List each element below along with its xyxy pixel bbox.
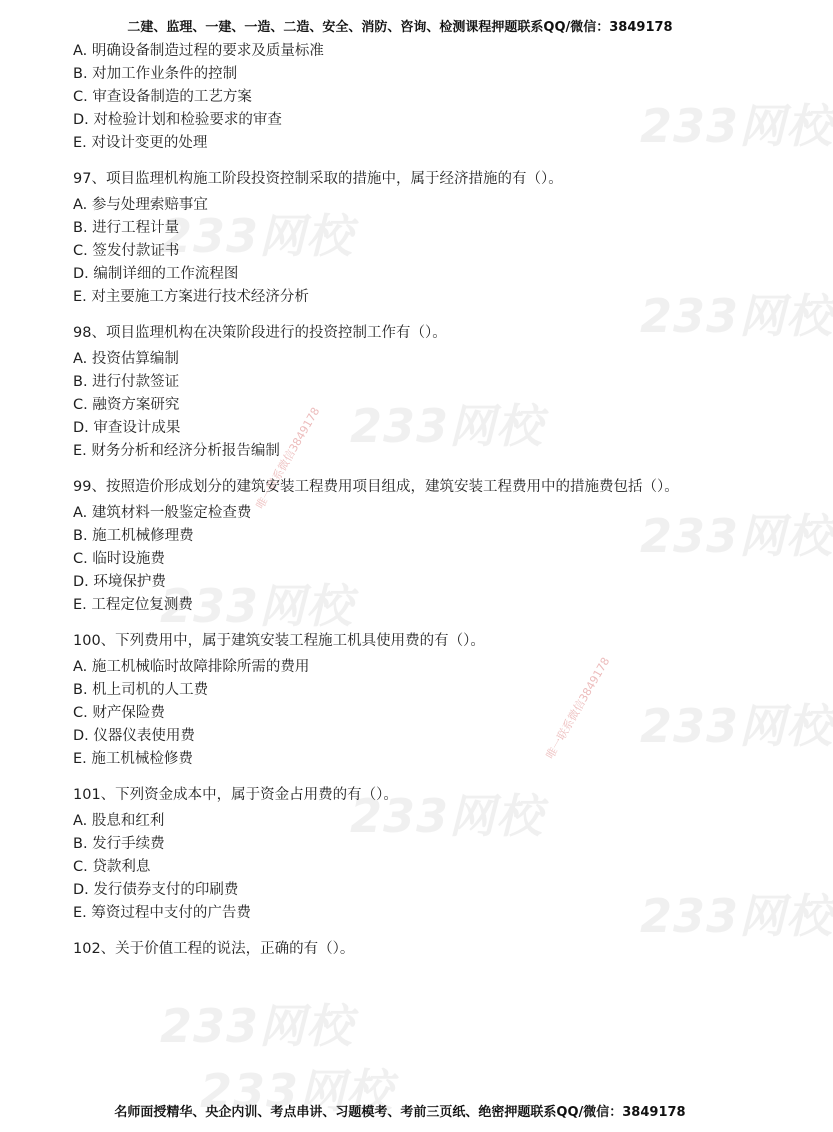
document-body [73, 40, 733, 974]
watermark-logo: 233网校 [350, 399, 544, 453]
option-c: C. 临时设施费 [73, 551, 165, 567]
option-e: E. 工程定位复测费 [73, 597, 193, 613]
option-e: E. 筹资过程中支付的广告费 [73, 905, 251, 921]
option-e: E. 对设计变更的处理 [73, 135, 208, 151]
watermark-logo: 233网校 [640, 99, 833, 153]
question-100 [73, 631, 733, 771]
question-text: 102、关于价值工程的说法，正确的有（）。 [73, 941, 355, 957]
option-d: D. 环境保护费 [73, 574, 166, 590]
option-c: C. 签发付款证书 [73, 243, 180, 259]
question-text: 101、下列资金成本中，属于资金占用费的有（）。 [73, 787, 398, 803]
option-d: D. 审查设计成果 [73, 420, 181, 436]
option-a: A. 施工机械临时故障排除所需的费用 [73, 659, 310, 675]
question-98 [73, 323, 733, 463]
option-a: A. 明确设备制造过程的要求及质量标准 [73, 43, 324, 59]
option-d: D. 对检验计划和检验要求的审查 [73, 112, 282, 128]
option-b: B. 进行付款签证 [73, 374, 180, 390]
question-text: 98、项目监理机构在决策阶段进行的投资控制工作有（）。 [73, 325, 447, 341]
option-a: A. 投资估算编制 [73, 351, 179, 367]
question-text: 97、项目监理机构施工阶段投资控制采取的措施中，属于经济措施的有（）。 [73, 171, 563, 187]
option-d: D. 编制详细的工作流程图 [73, 266, 239, 282]
option-b: B. 对加工作业条件的控制 [73, 66, 238, 82]
option-c: C. 融资方案研究 [73, 397, 180, 413]
question-101 [73, 785, 733, 925]
watermark-contact: 唯一联系微信3849178 [253, 405, 323, 512]
watermark-logo: 233网校 [350, 789, 544, 843]
option-e: E. 施工机械检修费 [73, 751, 193, 767]
option-a: A. 建筑材料一般鉴定检查费 [73, 505, 252, 521]
option-b: B. 机上司机的人工费 [73, 682, 209, 698]
option-a: A. 股息和红利 [73, 813, 165, 829]
option-a: A. 参与处理索赔事宜 [73, 197, 208, 213]
option-e: E. 财务分析和经济分析报告编制 [73, 443, 280, 459]
watermark-contact: 唯一联系微信3849178 [543, 655, 613, 762]
option-c: C. 贷款利息 [73, 859, 151, 875]
watermark-logo: 233网校 [640, 289, 833, 343]
watermark-logo: 233网校 [640, 699, 833, 753]
option-b: B. 施工机械修理费 [73, 528, 194, 544]
question-text: 100、下列费用中，属于建筑安装工程施工机具使用费的有（）。 [73, 633, 485, 649]
watermark-logo: 233网校 [640, 509, 833, 563]
page-footer: 名师面授精华、央企内训、考点串讲、习题模考、考前三页纸、绝密押题联系QQ/微信：3849178 [114, 1105, 686, 1120]
option-b: B. 进行工程计量 [73, 220, 180, 236]
page-header: 二建、监理、一建、一造、二造、安全、消防、咨询、检测课程押题联系QQ/微信：3849178 [127, 20, 673, 35]
option-d: D. 发行债券支付的印刷费 [73, 882, 239, 898]
previous-question-options [73, 40, 733, 155]
watermark-logo: 233网校 [160, 209, 354, 263]
question-99 [73, 477, 733, 617]
watermark-logo: 233网校 [160, 579, 354, 633]
question-97 [73, 169, 733, 309]
watermark-logo: 233网校 [640, 889, 833, 943]
option-b: B. 发行手续费 [73, 836, 165, 852]
watermark-logo: 233网校 [160, 999, 354, 1053]
question-102 [73, 939, 733, 960]
option-e: E. 对主要施工方案进行技术经济分析 [73, 289, 309, 305]
watermark-logo: 233网校 [200, 1064, 394, 1118]
option-c: C. 财产保险费 [73, 705, 165, 721]
option-d: D. 仪器仪表使用费 [73, 728, 195, 744]
option-c: C. 审查设备制造的工艺方案 [73, 89, 252, 105]
question-text: 99、按照造价形成划分的建筑安装工程费用项目组成，建筑安装工程费用中的措施费包括（）。 [73, 479, 679, 495]
